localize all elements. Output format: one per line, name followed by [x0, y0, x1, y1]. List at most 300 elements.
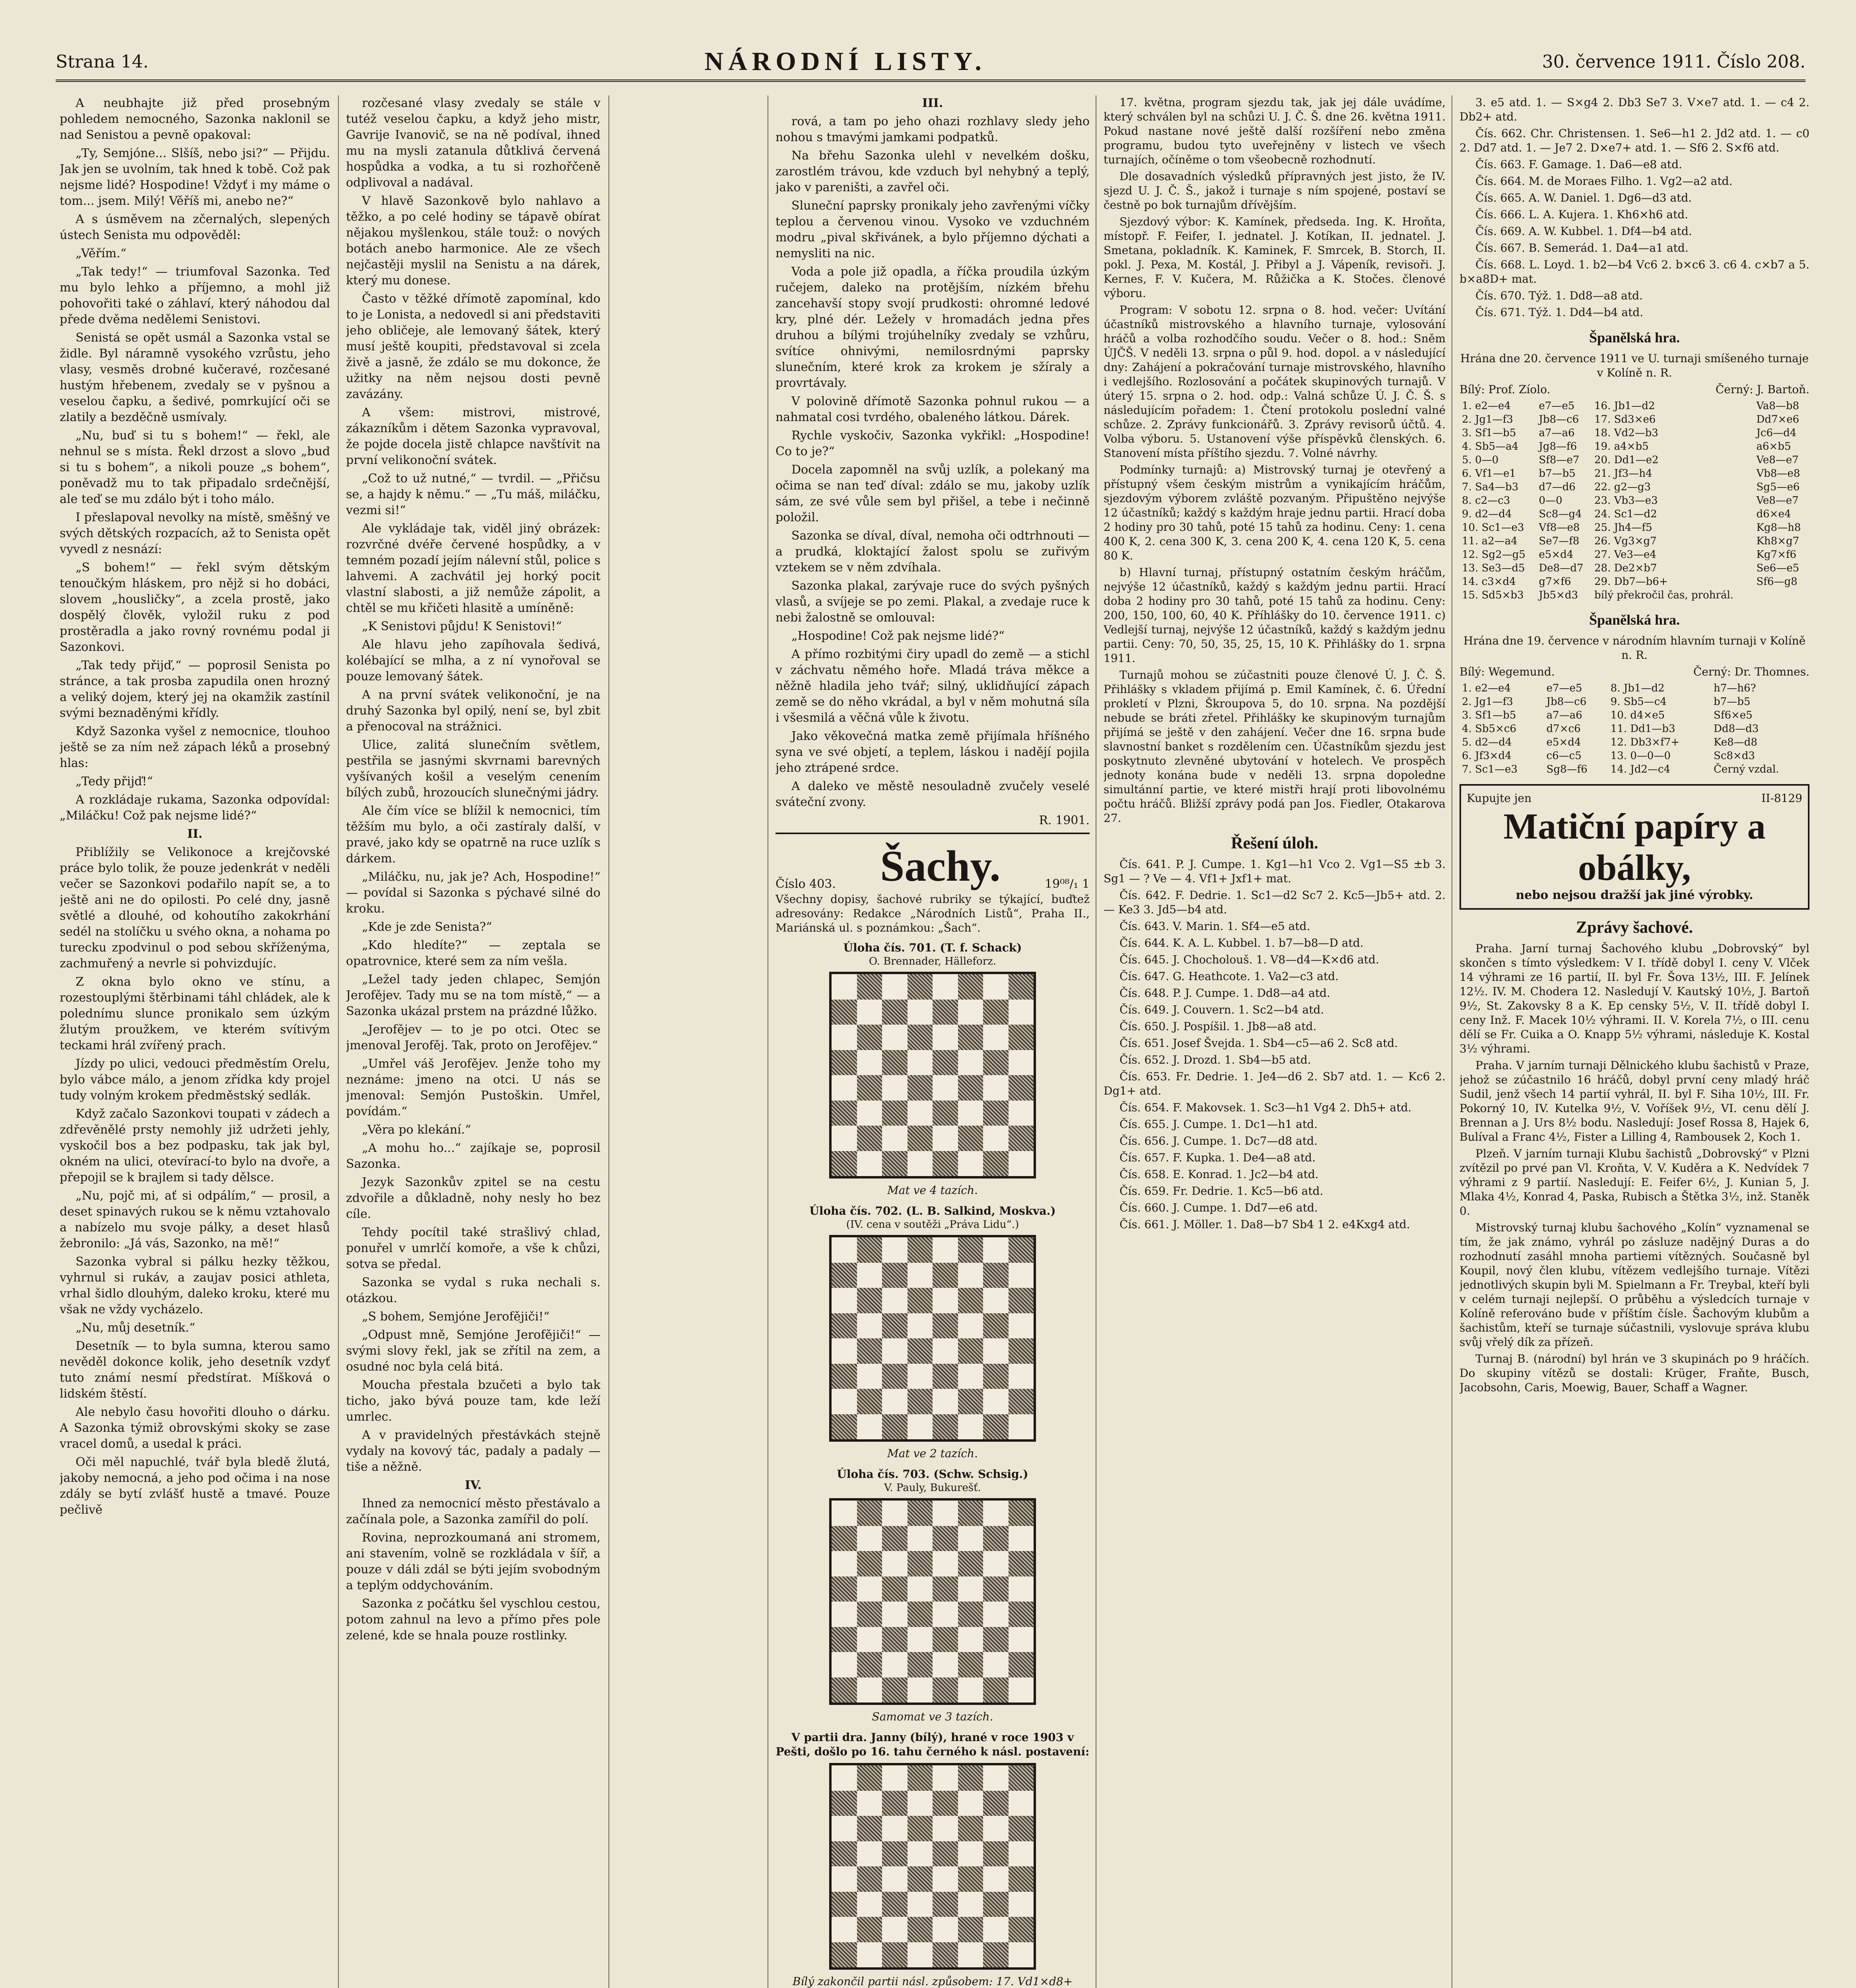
board-square	[983, 1602, 1009, 1627]
board-square	[857, 974, 882, 1000]
board-square	[882, 1917, 908, 1942]
move-cell: Kh8×g7	[1756, 535, 1800, 547]
move-cell: 21. Jf3—h4	[1594, 468, 1652, 480]
paragraph: Čís. 658. E. Konrad. 1. Jc2—b4 atd.	[1119, 1168, 1319, 1181]
paragraph: Čís. 644. K. A. L. Kubbel. 1. b7—b8—D atd.	[1119, 936, 1364, 949]
paragraph: Jezyk Sazonkův zpitel se na cestu zdvořile a důkladně, nohy nesly ho bez cíle.	[346, 1175, 601, 1221]
paragraph: Čís. 647. G. Heathcote. 1. Va2—c3 atd.	[1119, 970, 1339, 983]
board-square	[1009, 1263, 1034, 1288]
paragraph: Ihned za nemocnicí město přestávalo a začínala pole, a Sazonka zamířil do polí.	[346, 1497, 601, 1526]
paragraph: A všem: mistrovi, mistrové, zákazníkům i dětem Sazonka vypravoval, že pojde docela jistě chlapce navštívit na první velikonoční svátek.	[346, 406, 601, 467]
move-cell: Sf6—g8	[1756, 576, 1798, 588]
board-square	[882, 974, 908, 1000]
board-square	[958, 1237, 983, 1263]
board-square	[933, 1627, 958, 1652]
move-cell: 0—0	[1539, 495, 1563, 507]
paragraph: I přeslapoval nevolky na místě, směšný ve svých dětských rozpacích, až to Senista opět vyvedl z nesnází:	[60, 511, 330, 556]
move-cell: 17. Sd3×e6	[1594, 414, 1656, 425]
move-cell: 11. Dd1—b3	[1610, 723, 1675, 735]
paragraph: „Což to už nutné,“ — tvrdil. — „Přičsu se, a hajdy k němu.“ — „Tu máš, miláčku, vezmi si!“	[346, 472, 601, 517]
board-square	[882, 1151, 908, 1176]
board-square	[958, 1627, 983, 1652]
move-cell: bílý překročil čas, prohrál.	[1594, 589, 1734, 601]
board-square	[832, 1389, 857, 1414]
chess-committee: Sjezdový výbor: K. Kamínek, předseda. Ing. K. Hroňta, místopř. F. Feifer, I. jednatel. J. Kotíkan, II. jednatel. J. Smetana, pokladník. K. Kaminek, F. Smrcek, B. Storch, II. pokl. J. Pexa, M. Kostál, J. Přibyl a J. Vápeník, revisoři. J. Kernes, F. V. Kučera, M. Růžička a K. Stočes. členové výboru.	[1104, 215, 1446, 300]
move-cell: 18. Vd2—b3	[1594, 427, 1658, 439]
board-square	[958, 1526, 983, 1551]
board-square	[1009, 1151, 1034, 1176]
board-square	[958, 1892, 983, 1917]
move-cell: 2. Jg1—f3	[1462, 414, 1513, 425]
board-square	[983, 1866, 1009, 1892]
white-player: Bílý: Prof. Zíolo.	[1460, 383, 1551, 396]
board-square	[908, 1551, 933, 1576]
board-square	[1009, 1501, 1034, 1526]
board-square	[958, 1942, 983, 1968]
board-square	[857, 1126, 882, 1151]
board-square	[983, 1652, 1009, 1677]
board-square	[832, 1841, 857, 1867]
chessboard-diagram	[829, 1498, 1036, 1705]
story-column-3	[775, 95, 1090, 1988]
move-cell: 9. Sb5—c4	[1610, 696, 1667, 708]
move-cell: 13. 0—0—0	[1610, 750, 1671, 762]
paragraph: Čís. 663. F. Gamage. 1. Da6—e8 atd.	[1475, 158, 1682, 171]
board-square	[933, 1313, 958, 1339]
board-square	[958, 1677, 983, 1703]
move-cell: Ve8—e7	[1756, 495, 1799, 507]
board-square	[908, 1526, 933, 1551]
move-cell: Jg8—f6	[1539, 441, 1577, 452]
board-square	[983, 1526, 1009, 1551]
board-square	[933, 1126, 958, 1151]
move-cell: Sf8—e7	[1539, 454, 1580, 466]
board-square	[857, 1263, 882, 1288]
board-square	[908, 1652, 933, 1677]
board-square	[908, 1627, 933, 1652]
board-square	[857, 1313, 882, 1339]
board-square	[1009, 1841, 1034, 1867]
board-square	[983, 1263, 1009, 1288]
paragraph: V hlavě Sazonkově bylo nahlavo a těžko, a po celé hodiny se tápavě obírat nějakou myšlenkou, stále touž: o nových botách anebo harmonice. Ale ze všech nejčastěji myslil na Senistu a na dárek, který mu donese.	[346, 194, 601, 287]
move-cell: Dd8—d3	[1714, 723, 1759, 735]
paragraph: Když Sazonka vyšel z nemocnice, tlouhoo ještě se za ním než zápach léků a prosebný hlas:	[60, 724, 330, 770]
board-square	[857, 1627, 882, 1652]
paragraph: A s úsměvem na zčernalých, slepených ústech Senista mu odpověděl:	[60, 212, 330, 242]
board-square	[983, 1151, 1009, 1176]
ad-subline: nebo nejsou dražší jak jiné výrobky.	[1516, 888, 1753, 902]
paragraph: A v pravidelných přestávkách stejně vydaly na kovový tác, padaly a padaly — tiše a něžně.	[346, 1428, 601, 1474]
board-square	[933, 1338, 958, 1364]
move-row	[1460, 588, 1809, 602]
paragraph: Čís. 650. J. Pospíšil. 1. Jb8—a8 atd.	[1119, 1020, 1317, 1033]
board-square	[1009, 1892, 1034, 1917]
board-square	[958, 1791, 983, 1816]
board-square	[882, 1237, 908, 1263]
board-square	[958, 1288, 983, 1313]
board-square	[958, 1602, 983, 1627]
game-title: Španělská hra.	[1589, 612, 1680, 628]
paragraph: „Jerofějev — to je po otci. Otec se jmenoval Jerofěj. Tak, proto on Jerofějev.“	[346, 1023, 601, 1052]
paragraph: Jízdy po ulici, vedouci předměstím Orelu, bylo vábce málo, a jenom zřídka kdy projel tudy volným krokem předměstský sedlák.	[60, 1057, 330, 1103]
column-rule	[338, 95, 339, 1988]
story-column-2	[346, 95, 601, 1988]
board-square	[882, 1313, 908, 1339]
move-cell	[1754, 588, 1809, 602]
board-square	[933, 1602, 958, 1627]
board-square	[832, 974, 857, 1000]
board-square	[983, 1627, 1009, 1652]
paragraph: Rovina, neprozkoumaná ani stromem, ani stavením, volně se rozkládala v šíř, a pouze v dáli zdál se býti jejím svobodným a teplým oddychováním.	[346, 1531, 601, 1592]
chess-date-code: 19⁰⁸/₁ 1	[1045, 877, 1090, 891]
move-cell: 10. d4×e5	[1610, 709, 1665, 721]
board-square	[857, 1237, 882, 1263]
chess-program: Program: V sobotu 12. srpna o 8. hod. večer: Uvítání účastníků mistrovského a hlavního turnaje, vylosování hráčů a volba rozhodčího soudu. Večer o 8. hod.: Sněm ÚJČŠ. V neděli 13. srpna o půl 9. hod. dopol. a v následující dny: Zahájení a pokračování turnaje mistrovského, hlavního i vedlejšího. Rozlosování a počátek skupinových turnajů. V úterý 15. srpna o 2. hod. odp.: Valná schůze Ú. J. Č. Š. s následujícím pořadem: 1. Čtení protokolu poslední valné schůze. 2. Zprávy funkcionářů. 3. Zprávy revisorů účtů. 4. Volba výboru. 5. Ustanovení výše příspěvků členských. 6. Stanovení místa příštího sjezdu. 7. Volné návrhy.	[1104, 303, 1446, 460]
board-square	[933, 1866, 958, 1892]
board-square	[857, 1414, 882, 1440]
section-number: III.	[922, 96, 943, 110]
move-cell: 14. c3×d4	[1462, 576, 1516, 588]
move-cell: 6. Jf3×d4	[1462, 750, 1512, 762]
move-row	[1460, 467, 1809, 480]
board-square	[832, 1576, 857, 1602]
paragraph: Sluneční paprsky pronikaly jeho zavřenými víčky teplou a červenou vinou. Vysoko ve vzduchném modru „pival skřivánek, a bylo příjemno dýchati a nemysliti na nic.	[775, 199, 1090, 260]
problem-caption: Bílý zakončil partii násl. způsobem: 17. Vd1×d8+	[792, 1975, 1073, 1988]
board-square	[983, 1050, 1009, 1076]
paragraph: Senistá se opět usmál a Sazonka vstal se židle. Byl náramně vysokého vzrůstu, jeho vlasy, vesměs drobné kučeravé, rozčesané hustým hřebenem, zvedaly se v pyšnou a veselou čapku, a šedivé, pomrkující oči se zlatily a bezděčně usmívaly.	[60, 331, 330, 424]
story-part-5	[775, 114, 1090, 810]
board-square	[857, 1917, 882, 1942]
board-square	[1009, 1050, 1034, 1076]
paragraph: Čís. 659. Fr. Dedrie. 1. Kc5—b6 atd.	[1119, 1184, 1323, 1198]
advertisement	[1460, 784, 1809, 910]
game-subtitle: Hrána dne 19. července v národním hlavním turnaji v Kolíně n. R.	[1463, 634, 1806, 662]
white-player: Bílý: Wegemund.	[1460, 665, 1555, 678]
board-square	[933, 1075, 958, 1101]
section-number: II.	[187, 827, 203, 841]
move-row	[1460, 575, 1809, 588]
board-square	[908, 1364, 933, 1389]
board-square	[933, 1551, 958, 1576]
board-square	[933, 1892, 958, 1917]
paragraph: „Tak tedy přijď,“ — poprosil Senista po stránce, a tak prosba zapudila onen hrozný a veliký dojem, který jej na okamžik zastínil svými beznaděnými křídly.	[60, 658, 330, 720]
move-cell: 11. a2—a4	[1462, 535, 1518, 547]
chess-conditions: Podmínky turnajů: a) Mistrovský turnaj je otevřený a přístupný všem českým mistrům a vynikajícím hráčům, sjezdovým výborem zvláště pozvaným. Připuštěno nejvýše 12 účastníků; každý s každým hraje jednu partii. Hrací doba 2 hodiny pro 30 tahů, poté 15 tahů za hodinu. Ceny: 1. cena 400 K, 2. cena 300 K, 3. cena 200 K, 4. cena 120 K, 5. cena 80 K.	[1104, 463, 1446, 562]
newspaper-title: NÁRODNÍ LISTY.	[704, 47, 986, 76]
paragraph: Ale čím více se blížil k nemocnici, tím těžším mu bylo, a oči zastíraly další, v pravé, jako kdy se opatrně na ruce uzlík s dárkem.	[346, 804, 601, 866]
move-cell: 26. Vg3×g7	[1594, 535, 1657, 547]
chessboard-diagram	[829, 1763, 1036, 1970]
paragraph: Často v těžké dřímotě zapomínal, kdo to je Lonista, a nedovedl si ani představiti jeho obličeje, ale lemovaný šátek, který musí ještě koupiti, představoval si zcela živě a jasně, že zdálo se mu dokonce, že užitky na něm nejsou dosti pevně zavázány.	[346, 292, 601, 401]
move-row	[1460, 534, 1809, 548]
board-square	[933, 1576, 958, 1602]
paragraph: Čís. 666. L. A. Kujera. 1. Kh6×h6 atd.	[1475, 208, 1689, 221]
game-1-moves	[1460, 399, 1809, 602]
move-cell: 19. a4×b5	[1594, 441, 1649, 452]
board-square	[958, 1816, 983, 1841]
board-square	[1009, 1237, 1034, 1263]
paragraph: Turnaj B. (národní) byl hrán ve 3 skupinách po 9 hráčích. Do skupiny vítězů se dostali: Krüger, Fraňte, Busch, Jacobsohn, Caris, Moewig, Bauer, Schaff a Wagner.	[1460, 1352, 1809, 1394]
move-row	[1460, 426, 1809, 440]
paragraph: Když začalo Sazonkovi toupati v zádech a zdřevěnělé prsty nemohly již udržeti jehly, vyskočil bos a bez podpasku, tak jak byl, okném na ulici, otevírací-to bylo na dvoře, a přepojil se k brajlem si tady dělsce.	[60, 1107, 330, 1184]
paragraph: Čís. 648. P. J. Cumpe. 1. Dd8—a4 atd.	[1119, 986, 1330, 1000]
board-square	[1009, 1576, 1034, 1602]
board-square	[908, 1602, 933, 1627]
problem-caption: Samomat ve 3 tazích.	[872, 1710, 993, 1723]
board-square	[832, 1000, 857, 1025]
board-square	[1009, 1025, 1034, 1050]
board-square	[857, 1288, 882, 1313]
board-square	[857, 1816, 882, 1841]
story-part-2	[60, 845, 330, 1518]
board-square	[857, 1025, 882, 1050]
paragraph: A neubhajte již před prosebným pohledem nemocného, Sazonka naklonil se nad Senistou a pevně opakoval:	[60, 96, 330, 142]
board-square	[983, 1942, 1009, 1968]
move-cell: a7—a6	[1546, 709, 1582, 721]
paragraph: Sazonka se díval, díval, nemoha oči odtrhnouti — a prudká, kloktající žalost spolu se zuřivým vztekem se v něm zdvíhala.	[775, 529, 1090, 575]
move-cell: 5. 0—0	[1462, 454, 1499, 466]
move-row	[1460, 413, 1809, 426]
move-cell: 27. Ve3—e4	[1594, 549, 1656, 561]
move-cell: 5. d2—d4	[1462, 736, 1512, 748]
board-square	[882, 1075, 908, 1101]
paragraph: „S bohem!“ — řekl svým dětským tenoučkým hláskem, pro nějž si ho dobáci, slovem „housličky“, a zcela prostě, jako dospělý člověk, vyložil ruku z pod prostěradla a jako rovný rovnému podal ji Sazonkovi.	[60, 561, 330, 654]
board-square	[933, 1364, 958, 1389]
board-square	[958, 1338, 983, 1364]
board-square	[933, 1414, 958, 1440]
board-square	[983, 1000, 1009, 1025]
column-rule	[608, 95, 609, 1988]
paragraph: Oči měl napuchlé, tvář byla bledě žlutá, jakoby nemocná, a jeho pod očima i na nose zdály se bytí zvlášť hustě a tmavé. Pouze pečlivě	[60, 1455, 330, 1517]
paragraph: „Kdo hledíte?“ — zeptala se opatrovnice, které sem za ním vešla.	[346, 938, 601, 968]
paragraph: Čís. 662. Chr. Christensen. 1. Se6—h1 2. Jd2 atd. 1. — c0 2. Dd7 atd. 1. — Je7 2. D×e7+ atd. 1. — Sf6 2. S×f6 atd.	[1460, 127, 1809, 154]
board-square	[857, 1389, 882, 1414]
paragraph: Sazonka plakal, zarývaje ruce do svých pyšných vlasů, a svíjeje se po zemi. Plakal, a zvedaje ruce k nebi žalostně se omlouval:	[775, 579, 1090, 625]
board-square	[933, 1000, 958, 1025]
move-cell: 4. Sb5—a4	[1462, 441, 1519, 452]
board-square	[882, 1892, 908, 1917]
board-square	[857, 1677, 882, 1703]
move-cell: Va8—b8	[1756, 400, 1800, 412]
paragraph: Čís. 665. A. W. Daniel. 1. Dg6—d3 atd.	[1475, 191, 1692, 204]
paragraph: „Ty, Semjóne... Slšíš, nebo jsi?“ — Přijdu. Jak jen se uvolním, tak hned k tobě. Což pak nejsme lidé? Hospodine! Vždyť i my máme o tom... jsem. Milý! Věříš mi, anebo ne?“	[60, 146, 330, 208]
board-square	[1009, 1364, 1034, 1389]
story-part-3	[346, 95, 601, 1475]
board-square	[832, 1263, 857, 1288]
board-square	[832, 1892, 857, 1917]
board-square	[1009, 1942, 1034, 1968]
board-square	[983, 1075, 1009, 1101]
paragraph: Čís. 661. J. Möller. 1. Da8—b7 Sb4 1 2. e4Kxg4 atd.	[1119, 1218, 1410, 1231]
board-square	[908, 1263, 933, 1288]
board-square	[832, 1050, 857, 1076]
move-cell: De8—d7	[1539, 562, 1584, 574]
board-square	[882, 1816, 908, 1841]
board-square	[1009, 974, 1034, 1000]
board-square	[832, 1602, 857, 1627]
paragraph: Čís. 652. J. Drozd. 1. Sb4—b5 atd.	[1119, 1053, 1311, 1066]
board-square	[882, 1101, 908, 1126]
move-cell: a7—a6	[1539, 427, 1575, 439]
problem-caption: Mat ve 4 tazích.	[887, 1184, 978, 1197]
board-square	[933, 1501, 958, 1526]
board-square	[882, 1050, 908, 1076]
board-square	[933, 1677, 958, 1703]
paragraph: Čís. 654. F. Makovsek. 1. Sc3—h1 Vg4 2. Dh5+ atd.	[1119, 1101, 1412, 1114]
move-cell: 7. Sa4—b3	[1462, 481, 1519, 493]
game-players	[1460, 382, 1809, 397]
move-row	[1460, 695, 1809, 709]
board-square	[1009, 1288, 1034, 1313]
move-cell: 3. Sf1—b5	[1462, 427, 1516, 439]
move-cell: Vf8—e8	[1539, 522, 1580, 534]
paragraph: V polovině dřímotě Sazonka pohnul rukou — a nahmatal cosi tvrdého, obaleného látkou. Dárek.	[775, 394, 1090, 424]
board-square	[908, 1765, 933, 1791]
story-part-1	[60, 95, 330, 824]
board-square	[832, 1025, 857, 1050]
paragraph: Tehdy pocítil také strašlivý chlad, ponuřel v umrlčí komoře, a vše k chůzi, sotva se předal.	[346, 1225, 601, 1271]
board-square	[958, 1025, 983, 1050]
paragraph: Ale vykládaje tak, viděl jiný obrázek: rozvrčné dvéře červené hospůdky, a v temném pozadí jejím nálevní stůl, police s lahvemi. A zachvátil jej horký pocit vlastní slabosti, a již nemůže zápolit, a chtěl se mu křičeti hlasitě a umíněně:	[346, 522, 601, 615]
board-square	[882, 1338, 908, 1364]
paragraph: Čís. 645. J. Chocholouš. 1. V8—d4—K×d6 atd.	[1119, 953, 1379, 966]
paragraph: „Odpust mně, Semjóne Jerofějiči!“ — svými slovy řekl, jak se zřítil na zem, a osudné noc byla celá bitá.	[346, 1328, 601, 1374]
move-row	[1460, 440, 1809, 453]
move-cell: d7—d6	[1539, 481, 1576, 493]
board-square	[983, 1288, 1009, 1313]
board-square	[882, 1627, 908, 1652]
move-cell: 16. Jb1—d2	[1594, 400, 1655, 412]
board-square	[882, 1025, 908, 1050]
page-number: Strana 14.	[56, 51, 149, 72]
move-cell: b7—b5	[1714, 696, 1751, 708]
board-square	[908, 1414, 933, 1440]
board-square	[933, 1816, 958, 1841]
board-square	[933, 1263, 958, 1288]
paragraph: Čís. 651. Josef Švejda. 1. Sb4—c5—a6 2. Sc8 atd.	[1119, 1037, 1398, 1050]
board-square	[933, 1526, 958, 1551]
board-square	[958, 974, 983, 1000]
board-square	[933, 1025, 958, 1050]
board-square	[1009, 1000, 1034, 1025]
board-square	[832, 1526, 857, 1551]
board-square	[908, 1288, 933, 1313]
board-square	[832, 1765, 857, 1791]
game-2-moves	[1460, 681, 1809, 776]
board-square	[857, 1050, 882, 1076]
move-cell: Se6—e5	[1756, 562, 1800, 574]
paragraph: Čís. 660. J. Cumpe. 1. Dd7—e6 atd.	[1119, 1201, 1318, 1214]
board-square	[983, 1551, 1009, 1576]
board-square	[857, 1866, 882, 1892]
move-row	[1460, 548, 1809, 561]
move-cell: 3. Sf1—b5	[1462, 709, 1516, 721]
paragraph: „Tedy přijď!“	[76, 775, 153, 788]
move-cell: g7×f6	[1539, 576, 1571, 588]
board-square	[958, 1313, 983, 1339]
paragraph: Sazonka se vydal s ruka nechali s. otázkou.	[346, 1276, 601, 1305]
paragraph: Čís. 667. B. Semerád. 1. Da4—a1 atd.	[1475, 241, 1689, 254]
board-square	[832, 1075, 857, 1101]
move-cell: Vb8—e8	[1756, 468, 1800, 480]
board-square	[882, 1501, 908, 1526]
move-cell: d7×c6	[1546, 723, 1581, 735]
paragraph: Čís. 670. Týž. 1. Dd8—a8 atd.	[1475, 289, 1643, 302]
paragraph: Praha. V jarním turnaji Dělnického klubu šachistů v Praze, jehož se zúčastnilo 16 hráčů, dobyl první ceny mladý hráč Sudil, jenž všech 14 partií vyhrál, II. byl F. Siha 10½, III. Fr. Pokorný 10, IV. Kutelka 9½, V. Voříšek 9½, VI. cenu dělí J. Brennan a J. Urs 8½ bodu. Nasledují: Josef Rossa 8, Hajek 6, Bulíval a Franc 4½, Fister a Lilling 4, Rambousek 2, Koch 1.	[1460, 1059, 1809, 1143]
board-square	[832, 1338, 857, 1364]
board-square	[832, 1414, 857, 1440]
chess-column-4	[1104, 95, 1446, 1988]
board-square	[958, 1389, 983, 1414]
board-square	[857, 1075, 882, 1101]
move-cell: Kg7×f6	[1756, 549, 1797, 561]
paragraph: „Nu, buď si tu s bohem!“ — řekl, ale nehnul se s místa. Řekl drzost a slovo „buď si tu s bohem“, a nikoli pouze „s bohem“, poněvadž mu to tak připadalo srdečnější, ale teď se mu zdálo být i toho málo.	[60, 429, 330, 506]
move-row	[1460, 480, 1809, 494]
board-square	[958, 1050, 983, 1076]
board-square	[983, 1414, 1009, 1440]
board-square	[958, 1000, 983, 1025]
board-square	[882, 1414, 908, 1440]
paragraph: A daleko ve městě nesouladně zvučely veselé sváteční zvony.	[775, 779, 1090, 809]
board-square	[908, 1841, 933, 1867]
board-square	[832, 1652, 857, 1677]
board-square	[882, 1551, 908, 1576]
move-cell: 1. e2—e4	[1462, 682, 1511, 694]
paragraph: Ale hlavu jeho zapíhovala šedivá, kolébající se mlha, a z ní vynořoval se pouze lemovaný šátek.	[346, 638, 601, 683]
board-square	[958, 1101, 983, 1126]
board-square	[958, 1765, 983, 1791]
move-cell: 4. Sb5×c6	[1462, 723, 1516, 735]
story-part-4	[346, 1496, 601, 1644]
board-square	[857, 1101, 882, 1126]
issue-date: 30. července 1911. Číslo 208.	[1542, 51, 1805, 72]
move-cell: e5×d4	[1539, 549, 1574, 561]
board-square	[857, 1892, 882, 1917]
board-square	[933, 974, 958, 1000]
board-square	[983, 1313, 1009, 1339]
chess-header	[775, 838, 1090, 892]
paragraph: Sazonka vybral si pálku hezky těžkou, vyhrnul si rukáv, a zaujav posici athleta, vrhal šidlo dlouhým, daleko kroku, které mu však ne vždy vycházelo.	[60, 1255, 330, 1316]
board-square	[983, 1101, 1009, 1126]
board-square	[908, 1917, 933, 1942]
board-square	[958, 1652, 983, 1677]
chess-heading: Šachy.	[880, 842, 1001, 890]
paragraph: Čís. 643. V. Marin. 1. Sf4—e5 atd.	[1119, 920, 1310, 933]
move-row	[1460, 453, 1809, 467]
board-square	[1009, 1101, 1034, 1126]
problem-title: Úloha čís. 703. (Schw. Schsig.)	[837, 1468, 1028, 1481]
board-square	[958, 1126, 983, 1151]
board-square	[983, 1237, 1009, 1263]
paragraph: Jako věkovečná matka země přijímala hříšného syna ve své objetí, a teplem, láskou i nadějí pojila jeho ztrápené srdce.	[775, 729, 1090, 775]
board-square	[908, 1677, 933, 1703]
paragraph: Na břehu Sazonka ulehl v nevelkém došku, zarostlém trávou, kde vzduch byl nehybný a teplý, jako v pareništi, a zavřel oči.	[775, 149, 1090, 194]
board-square	[857, 1338, 882, 1364]
paragraph: „Věřím.“	[76, 247, 126, 260]
paragraph: „Umřel váš Jerofějev. Jenže toho my neznáme: jmeno na otci. U nás se jmenoval: Semjón Pustoškin. Umřel, povídám.“	[346, 1057, 601, 1118]
board-square	[983, 1816, 1009, 1841]
board-square	[933, 1917, 958, 1942]
paragraph: Desetník — to byla sumna, kterou samo nevěděl dokonce kolik, jeho desetník vzdyť tuto známí nesmí předstírat. Míšková o lidském štěstí.	[60, 1339, 330, 1401]
board-square	[933, 1652, 958, 1677]
ad-kicker: Kupujte jen	[1467, 792, 1531, 805]
move-cell: a6×b5	[1756, 441, 1791, 452]
paragraph: Moucha přestala bzučeti a bylo tak ticho, jako bývá pouze tam, kde leží umrlec.	[346, 1378, 601, 1424]
paragraph: Čís. 671. Týž. 1. Dd4—b4 atd.	[1475, 306, 1644, 319]
board-square	[882, 1765, 908, 1791]
chess-column-5	[1460, 95, 1809, 1988]
board-square	[882, 1652, 908, 1677]
